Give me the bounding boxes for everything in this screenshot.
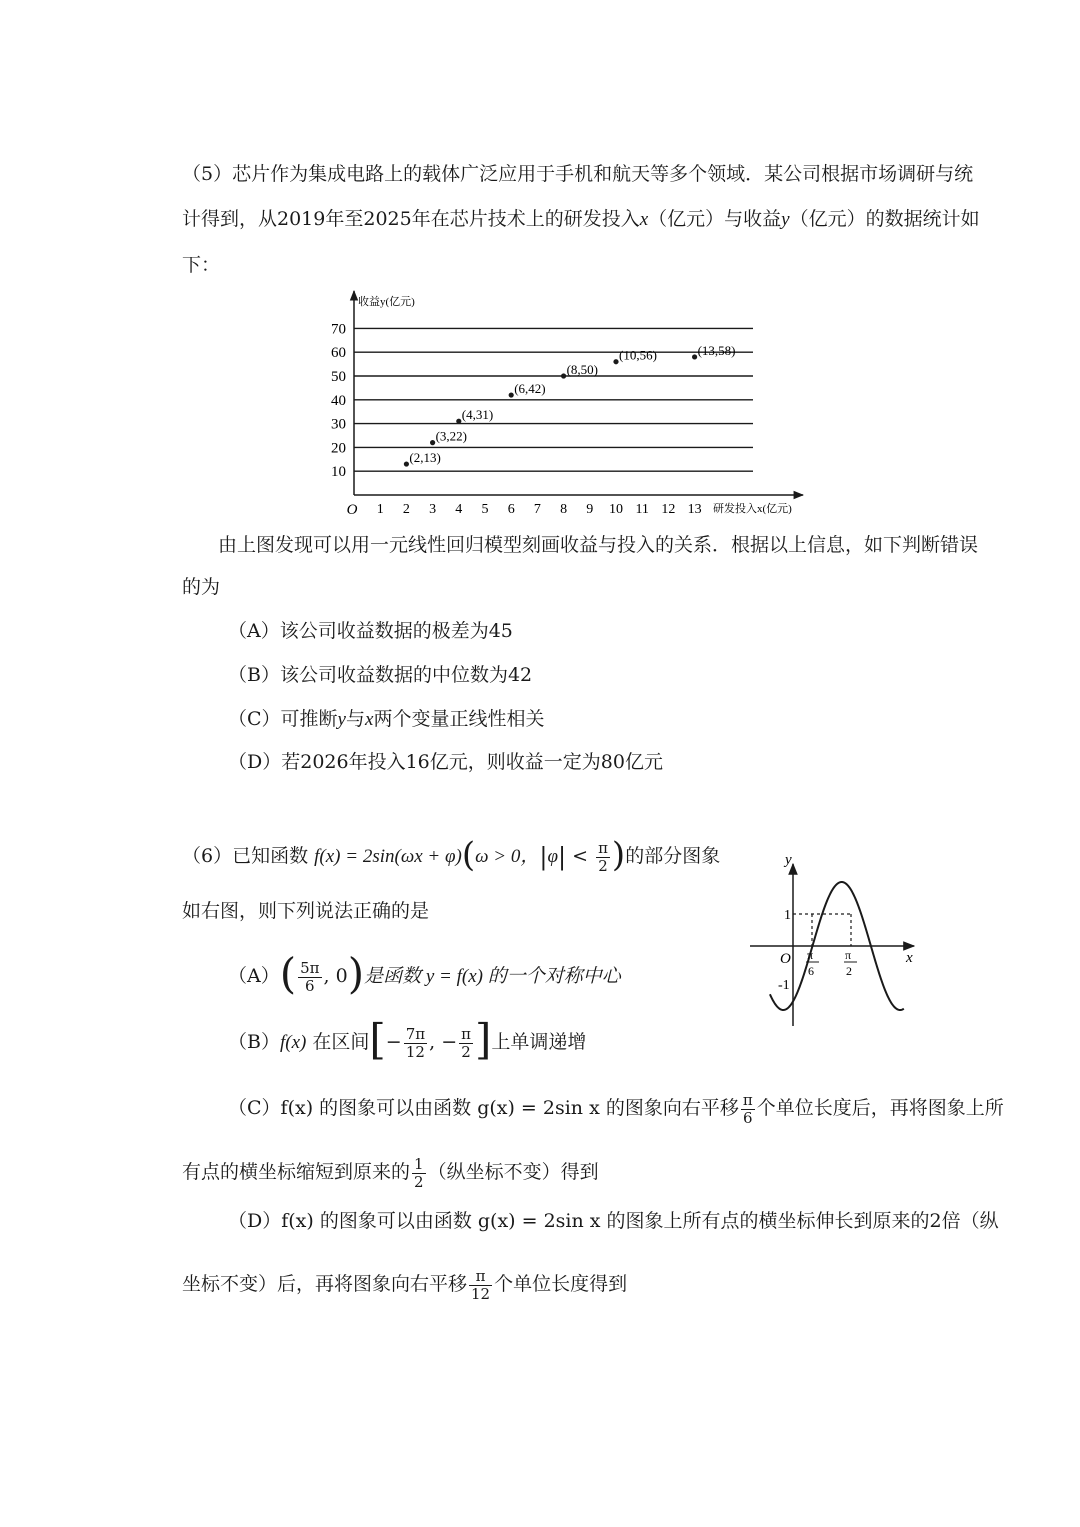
q5-after-line-2: 的为 [182, 576, 221, 598]
q6-abs-bar: | [557, 843, 567, 871]
chart-data-point [430, 440, 435, 445]
q6-option-b-mid: 在区间 [312, 1031, 370, 1053]
q6-tick-label-1: 1 [784, 908, 791, 923]
chart-x-tick-label: 6 [507, 502, 515, 517]
q6-option-d-frac [469, 1268, 492, 1302]
q6-tick-pi6-num: π [807, 948, 814, 962]
chart-x-tick-label: 5 [481, 502, 489, 517]
q6-func-def: f(x) = 2sin(ωx + φ) [314, 846, 462, 867]
q6-option-d-text: 坐标不变）后，再将图象向右平移 [182, 1273, 468, 1295]
chart-data-point [456, 419, 461, 424]
q6-option-a-zero: , 0 [323, 965, 348, 987]
chart-data-point [561, 373, 566, 378]
q6-option-b-right-den: 2 [461, 1042, 471, 1061]
q5-option-c-text: 与 [345, 708, 365, 730]
chart-y-tick-label: 70 [331, 321, 346, 338]
chart-point-label: (10,56) [619, 347, 657, 363]
q6-option-b-text: 上单调递增 [491, 1031, 587, 1053]
q6-option-b-right-num: π [461, 1025, 471, 1043]
chart-x-tick-label: 3 [429, 502, 437, 517]
chart-data-point [509, 392, 514, 397]
q6-option-a-text: 是函数 y = f(x) 的一个对称中心 [364, 966, 621, 987]
q5-scatter-chart [325, 285, 815, 525]
q6-origin-label: O [780, 951, 791, 967]
q6-option-a-frac [298, 960, 321, 994]
q6-option-b-left-num: 7π [405, 1025, 426, 1043]
q6-option-c-text: 个单位长度后，再将图象上所 [756, 1097, 1004, 1119]
q6-option-b-left-den: 12 [405, 1042, 425, 1061]
q6-option-a-num: 5π [300, 959, 320, 977]
q5-var-y: y [781, 209, 790, 230]
q6-cond-phi: φ [547, 846, 558, 867]
q5-option-a: （A）该公司收益数据的极差为45 [228, 620, 513, 642]
q6-option-b-left-frac [404, 1026, 427, 1060]
chart-point-label: (13,58) [697, 342, 736, 358]
chart-point-label: (2,13) [409, 450, 441, 466]
chart-y-tick-label: 10 [331, 464, 346, 481]
q5-option-c-text: 两个变量正线性相关 [373, 708, 545, 730]
q6-cond-omega: ω > 0， [475, 846, 540, 867]
chart-origin-label: O [346, 502, 358, 518]
q6-option-c-den: 6 [743, 1108, 753, 1127]
q6-tick-pi2-den: 2 [846, 964, 852, 978]
chart-x-tick-label: 12 [661, 502, 676, 517]
q6-option-c-text: （纵坐标不变）得到 [427, 1161, 599, 1183]
q6-option-b-f: f(x) [279, 1032, 307, 1053]
chart-y-tick-label: 50 [331, 369, 346, 385]
chart-y-tick-label: 30 [331, 416, 346, 433]
q6-option-c-line-1 [228, 1092, 1004, 1126]
q6-option-b-bracket-open: [ [369, 1015, 386, 1064]
q6-option-c-frac [741, 1092, 755, 1126]
chart-x-tick-label: 4 [455, 502, 463, 517]
chart-x-tick-label: 1 [376, 502, 384, 517]
q6-option-b: （B）f(x) 在区间[− $\frac{7\pi}{12}$ , − $\frac{\pi}{2}$ ]上单调递增 [228, 1015, 587, 1064]
chart-y-tick-label: 20 [331, 440, 346, 457]
q6-option-c-frac2 [412, 1156, 426, 1190]
q5-stem-line-2 [182, 210, 980, 229]
q6-option-a-paren-open: ( [279, 949, 297, 998]
q6-option-c-num2: 1 [414, 1155, 424, 1173]
q6-cond-frac-den: 2 [598, 856, 608, 875]
q5-stem-line-3: 下： [182, 254, 221, 276]
q5-option-b: （B）该公司收益数据的中位数为42 [228, 664, 533, 686]
q6-paren-open: ( [461, 835, 476, 875]
q6-stem-line-2: 如右图，则下列说法正确的是 [182, 900, 430, 922]
q6-option-c-den2: 2 [414, 1172, 424, 1191]
chart-x-tick-label: 10 [609, 502, 623, 517]
chart-x-tick-label: 13 [687, 502, 702, 517]
q6-option-c-line-2 [182, 1156, 599, 1190]
chart-y-axis-title: 收益y(亿元) [358, 296, 415, 308]
chart-data-point [692, 354, 697, 359]
q6-option-d-num: π [469, 1268, 492, 1286]
q5-option-c-var-y: y [337, 709, 346, 730]
q6-option-a-den: 6 [305, 976, 315, 995]
q6-abs-bar: | [539, 843, 548, 871]
q6-x-label: x [906, 950, 913, 966]
q6-option-b-right-frac [459, 1026, 473, 1060]
q6-option-d-text: 个单位长度得到 [494, 1273, 628, 1295]
chart-point-label: (8,50) [566, 362, 599, 377]
q6-label: （6）已知函数 [182, 845, 309, 867]
q6-option-a-paren-close: ) [347, 949, 365, 998]
q6-option-c-text: （C）f(x) 的图象可以由函数 g(x) = 2sin x 的图象向右平移 [228, 1097, 739, 1119]
q5-option-c-text: （C）可推断 [228, 708, 338, 730]
q6-option-d-den: 12 [471, 1284, 491, 1303]
chart-y-tick-label: 60 [331, 345, 346, 362]
q6-y-label: y [785, 852, 792, 868]
q6-option-d-line-2 [182, 1268, 627, 1302]
q6-option-c-num: π [742, 1091, 753, 1109]
q6-paren-close: ) [611, 835, 626, 875]
chart-x-tick-label: 8 [560, 502, 568, 517]
q6-option-d-line-1: （D）f(x) 的图象可以由函数 g(x) = 2sin x 的图象上所有点的横坐标伸长到原来的2倍（纵 [228, 1210, 999, 1232]
q6-option-b-label: （B） [228, 1031, 280, 1053]
q6-option-a-label: （A） [228, 965, 280, 987]
q6-cond-lt: < [566, 845, 595, 867]
q5-option-d: （D）若2026年投入16亿元，则收益一定为80亿元 [228, 751, 663, 773]
q6-stem-line-1 [182, 835, 721, 875]
q5-option-c-var-x: x [365, 709, 374, 730]
q6-cond-frac-num: π [598, 839, 608, 857]
chart-x-tick-label: 9 [586, 502, 594, 517]
q6-option-b-bracket-close: ] [474, 1015, 492, 1064]
chart-x-tick-label: 2 [402, 502, 410, 517]
q6-option-c-text: 有点的横坐标缩短到原来的 [182, 1161, 411, 1183]
chart-point-label: (6,42) [514, 381, 546, 397]
q5-stem-text: 计得到，从2019年至2025年在芯片技术上的研发投入 [182, 208, 640, 230]
chart-data-point [613, 359, 618, 364]
q5-option-c [228, 710, 544, 729]
chart-point-label: (4,31) [461, 407, 494, 423]
q6-tick-label-neg1: -1 [778, 978, 790, 993]
q6-option-a [228, 949, 621, 998]
chart-x-tick-label: 11 [635, 502, 649, 517]
q5-after-line-1: 由上图发现可以用一元线性回归模型刻画收益与投入的关系．根据以上信息，如下判断错误 [218, 534, 979, 556]
chart-y-tick-label: 40 [331, 392, 346, 409]
q6-suffix: 的部分图象 [625, 845, 721, 867]
q5-stem-line-1: （5）芯片作为集成电路上的载体广泛应用于手机和航天等多个领域．某公司根据市场调研与统 [182, 163, 974, 185]
q6-tick-pi2-num: π [845, 948, 852, 962]
q5-stem-text: （亿元）的数据统计如 [789, 208, 980, 230]
chart-x-axis-title: 研发投入x(亿元) [713, 503, 792, 515]
q6-tick-pi6-den: 6 [808, 964, 814, 978]
chart-data-point [404, 461, 409, 466]
q5-var-x: x [639, 209, 649, 230]
chart-x-tick-label: 7 [533, 502, 541, 517]
q6-sine-graph [748, 848, 928, 1028]
q6-cond-frac [596, 840, 610, 874]
chart-point-label: (3,22) [435, 428, 468, 444]
q5-stem-text: （亿元）与收益 [648, 208, 782, 230]
